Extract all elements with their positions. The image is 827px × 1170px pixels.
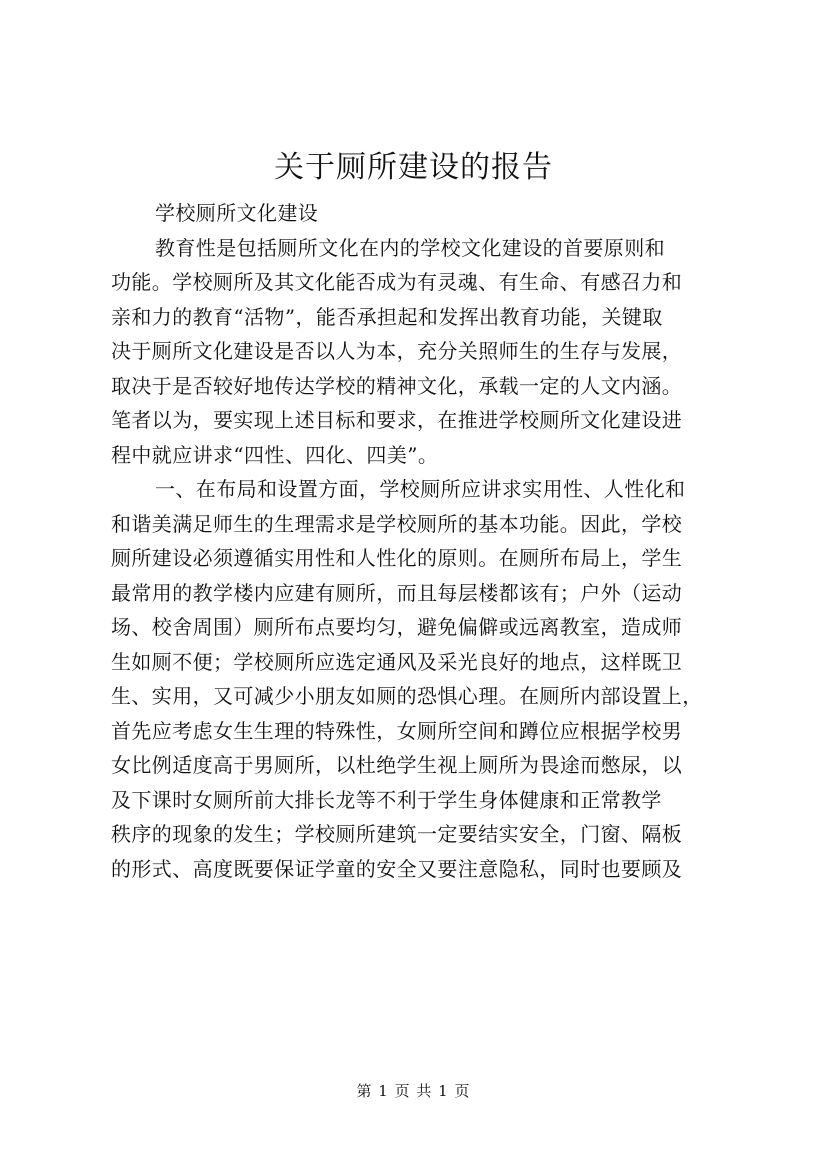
paragraph-line: 一、在布局和设置方面，学校厕所应讲求实用性、人性化和: [155, 477, 686, 501]
paragraph-line: 取决于是否较好地传达学校的精神文化，承载一定的人文内涵。: [111, 373, 683, 398]
paragraph-line: 的形式、高度既要保证学童的安全又要注意隐私，同时也要顾及: [111, 856, 683, 881]
paragraph-line: 决于厕所文化建设是否以人为本，充分关照师生的生存与发展，: [111, 339, 683, 363]
paragraph-line: 场、校舍周围）厕所布点要均匀，避免偏僻或远离教室，造成师: [111, 615, 683, 639]
paragraph-line: 生、实用，又可减少小朋友如厕的恐惧心理。在厕所内部设置上，: [111, 684, 703, 708]
paragraph-line: 秩序的现象的发生；学校厕所建筑一定要结实安全，门窗、隔板: [111, 822, 683, 846]
paragraph-line: 及下课时女厕所前大排长龙等不利于学生身体健康和正常教学: [111, 787, 662, 812]
paragraph-line: 女比例适度高于男厕所，以杜绝学生视上厕所为畏途而憋尿，以: [111, 753, 683, 777]
section-heading: 学校厕所文化建设: [155, 201, 319, 225]
paragraph-line: 首先应考虑女生生理的特殊性，女厕所空间和蹲位应根据学校男: [111, 718, 683, 743]
document-title: 关于厕所建设的报告: [274, 150, 553, 185]
paragraph-line: 教育性是包括厕所文化在内的学校文化建设的首要原则和: [155, 235, 665, 260]
paragraph-line: 程中就应讲求“四性、四化、四美”。: [111, 442, 439, 467]
paragraph-line: 笔者以为，要实现上述目标和要求，在推进学校厕所文化建设进: [111, 408, 683, 432]
document-body: [111, 196, 731, 886]
paragraph-line: 亲和力的教育“活物”，能否承担起和发挥出教育功能，关键取: [111, 304, 663, 329]
paragraph-line: 最常用的教学楼内应建有厕所，而且每层楼都该有；户外（运动: [111, 580, 683, 605]
paragraph-line: 生如厕不便；学校厕所应选定通风及采光良好的地点，这样既卫: [111, 649, 683, 674]
paragraph-line: 厕所建设必须遵循实用性和人性化的原则。在厕所布局上，学生: [111, 546, 683, 570]
page-number-footer: 第 1 页 共 1 页: [356, 1082, 471, 1100]
paragraph-line: 功能。学校厕所及其文化能否成为有灵魂、有生命、有感召力和: [111, 270, 683, 294]
paragraph-line: 和谐美满足师生的生理需求是学校厕所的基本功能。因此，学校: [111, 511, 683, 536]
